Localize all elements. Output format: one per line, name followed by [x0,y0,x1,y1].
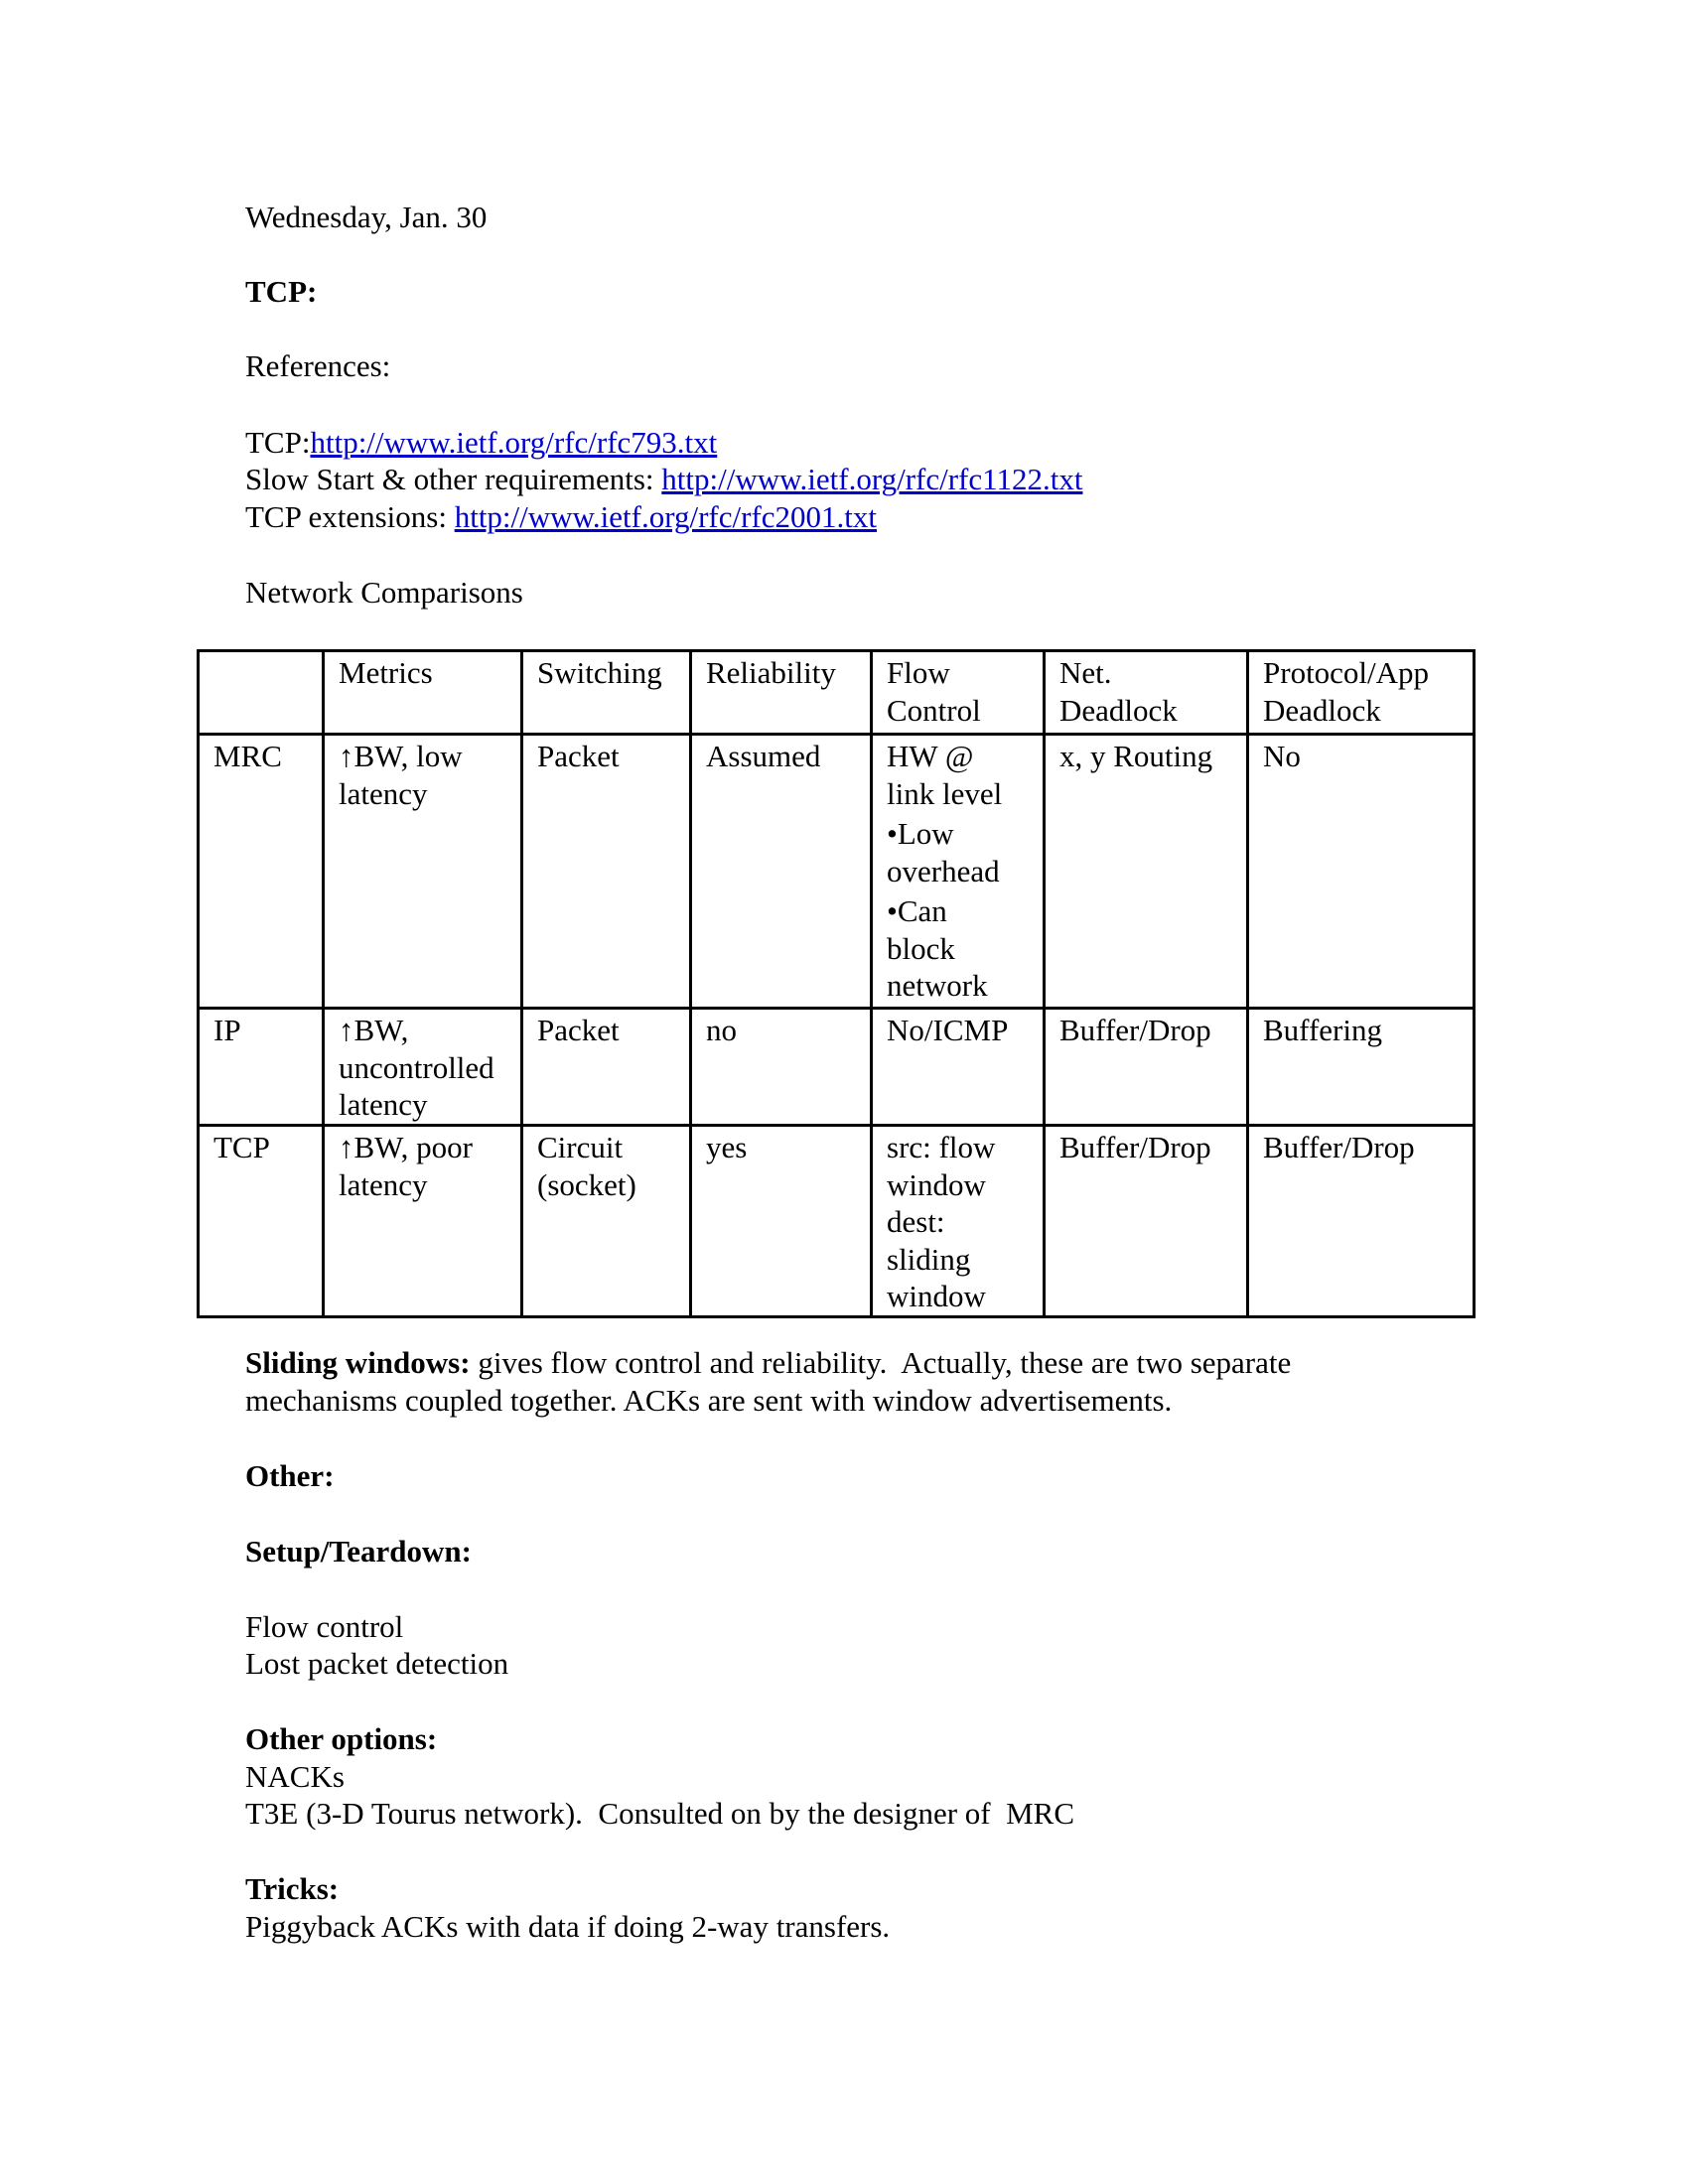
table-row-mrc [199,735,1475,1009]
header-text: Switching [537,655,662,690]
cell-text: No/ICMP [887,1013,1009,1047]
cell-text: Buffer/Drop [1263,1130,1415,1164]
cell-text: block [887,930,955,966]
table-cell [1248,1009,1475,1126]
cell-text: No [1263,739,1301,773]
link-rfc793[interactable]: http://www.ietf.org/rfc/rfc793.txt [310,425,718,460]
setup-item: Flow control [245,1609,404,1644]
cell-text: window [887,1166,986,1202]
header-text: Control [887,692,981,728]
cell-text: TCP [213,1130,270,1164]
header-text: Flow [887,655,950,690]
cell-text: (socket) [537,1166,636,1202]
cell-text: uncontrolled [339,1049,494,1085]
reference-rfc1122 [245,461,1082,498]
network-comparison-table [197,649,1476,1318]
header-cell-metrics [324,651,522,735]
section-title-tcp: TCP: [245,274,318,309]
cell-text: x, y Routing [1059,739,1213,773]
table-cell [1248,735,1475,1009]
table-header-row [199,651,1475,735]
reference-label: TCP: [245,425,311,460]
table-cell [872,1126,1045,1317]
cell-text: window [887,1279,986,1313]
cell-text: HW @ [887,739,974,773]
header-cell-reliability [691,651,872,735]
cell-text: MRC [213,739,282,773]
table-cell [1045,1126,1248,1317]
cell-text: Buffering [1263,1013,1382,1047]
cell-text: network [887,968,988,1003]
table-cell [872,735,1045,1009]
header-text: Protocol/App [1263,655,1430,690]
header-text: Reliability [706,655,836,690]
sliding-windows-label: Sliding windows: [245,1345,471,1380]
table-cell [324,1009,522,1126]
cell-text: overhead [887,853,1000,888]
cell-text: dest: [887,1204,945,1239]
cell-text: src: flow [887,1130,996,1164]
table-cell [199,1009,324,1126]
sliding-windows-line2: mechanisms coupled together. ACKs are sent with window advertisements. [245,1383,1173,1418]
link-rfc2001[interactable]: http://www.ietf.org/rfc/rfc2001.txt [454,499,877,534]
table-cell [1045,735,1248,1009]
table-cell [691,1126,872,1317]
header-text: Net. [1059,655,1112,690]
tricks-heading: Tricks: [245,1871,340,1906]
cell-text: latency [339,775,428,811]
cell-text: ↑BW, poor [339,1130,473,1164]
cell-text: Assumed [706,739,821,773]
other-options-item: T3E (3-D Tourus network). Consulted on by the designer of MRC [245,1796,1075,1831]
reference-rfc2001 [245,498,877,536]
header-text: Deadlock [1263,692,1381,728]
cell-text: Packet [537,739,620,773]
date-line: Wednesday, Jan. 30 [245,200,488,234]
table-row-ip [199,1009,1475,1126]
header-text: Deadlock [1059,692,1178,728]
table-cell [872,1009,1045,1126]
table-cell [199,1126,324,1317]
reference-label: TCP extensions: [245,499,455,534]
setup-teardown-heading: Setup/Teardown: [245,1534,472,1569]
link-rfc1122[interactable]: http://www.ietf.org/rfc/rfc1122.txt [661,462,1083,496]
reference-label: Slow Start & other requirements: [245,462,662,496]
cell-text: Packet [537,1013,620,1047]
other-heading: Other: [245,1458,335,1493]
cell-text: latency [339,1087,428,1122]
cell-text: ↑BW, low [339,739,463,773]
table-title: Network Comparisons [245,575,523,610]
header-text: Metrics [339,655,433,690]
tricks-item: Piggyback ACKs with data if doing 2-way transfers. [245,1909,891,1944]
cell-text: Buffer/Drop [1059,1013,1211,1047]
cell-text: •Low [887,816,954,851]
other-options-item: NACKs [245,1759,345,1794]
cell-text: Circuit [537,1130,624,1164]
cell-text: •Can [887,893,947,928]
table-cell [522,1126,691,1317]
cell-text: Buffer/Drop [1059,1130,1211,1164]
cell-text: no [706,1013,737,1047]
other-options-heading: Other options: [245,1721,438,1756]
table-cell [1045,1009,1248,1126]
cell-text: ↑BW, [339,1013,409,1047]
table-cell [324,735,522,1009]
table-cell [522,735,691,1009]
table-cell [199,735,324,1009]
setup-item: Lost packet detection [245,1646,509,1681]
table-cell [324,1126,522,1317]
header-cell-switching [522,651,691,735]
sliding-windows-text: gives flow control and reliability. Actually, these are two separate [470,1345,1292,1380]
reference-rfc793 [245,424,717,462]
cell-text: link level [887,775,1003,811]
cell-text: yes [706,1130,748,1164]
cell-text: IP [213,1013,241,1047]
sliding-windows-paragraph [245,1344,1291,1382]
cell-text: latency [339,1166,428,1202]
header-cell-net-deadlock [1045,651,1248,735]
table-cell [691,735,872,1009]
references-label: References: [245,348,391,383]
header-cell [199,651,324,735]
table-cell [691,1009,872,1126]
table-row-tcp [199,1126,1475,1317]
cell-text: sliding [887,1241,971,1277]
table-cell [1248,1126,1475,1317]
table-cell [522,1009,691,1126]
header-cell-flow-control [872,651,1045,735]
header-cell-protocol-deadlock [1248,651,1475,735]
